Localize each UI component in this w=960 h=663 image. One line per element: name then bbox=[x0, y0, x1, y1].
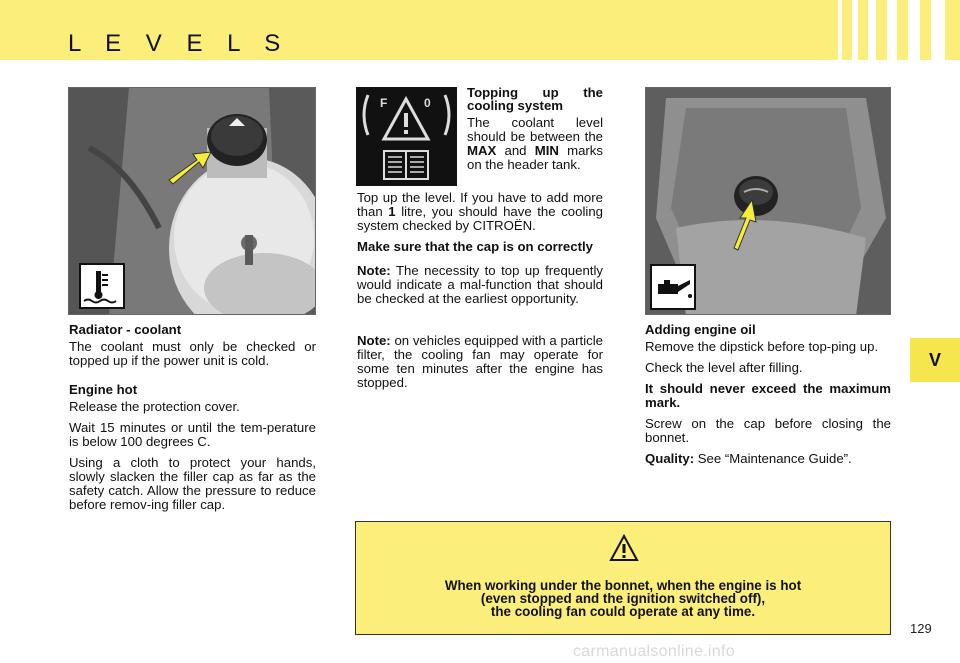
frequent-top-up-note bbox=[357, 264, 603, 306]
screw-cap-paragraph: Screw on the cap before closing the bonnet. bbox=[645, 416, 891, 445]
topping-up-heading: Topping up the cooling system bbox=[467, 85, 603, 113]
watermark: carmanualsonline.info bbox=[573, 643, 735, 660]
litre-value: 1 bbox=[388, 204, 396, 219]
engine-oil-photo bbox=[645, 87, 891, 315]
warning-text bbox=[356, 579, 890, 618]
quality-label: Quality: bbox=[645, 451, 695, 466]
cooling-fan-warning-box bbox=[355, 521, 891, 635]
warning-triangle-icon bbox=[609, 534, 639, 562]
particle-filter-note bbox=[357, 334, 603, 390]
engine-oil-column bbox=[645, 323, 891, 473]
note-text: on vehicles equipped with a particle filter, the cooling fan may operate for some ten minutes after the engine has stopped. bbox=[357, 333, 603, 390]
header-stripe bbox=[852, 0, 858, 60]
dipstick-paragraph: Remove the dipstick before top-ping up. bbox=[645, 339, 879, 354]
check-level-paragraph: Check the level after filling. bbox=[645, 360, 803, 375]
note-label: Note: bbox=[357, 263, 391, 278]
warning-manual-icon-box bbox=[356, 87, 457, 186]
section-tab[interactable]: V bbox=[910, 338, 960, 382]
warning-triangle-icon bbox=[364, 95, 449, 139]
header-stripe bbox=[838, 0, 842, 60]
engine-cover-image bbox=[646, 88, 891, 315]
header-stripe bbox=[868, 0, 876, 60]
top-up-text-2: litre, you should have the cooling system checked by CITROËN. bbox=[357, 204, 603, 233]
coolant-level-text-1: The coolant level should be between the bbox=[467, 115, 603, 144]
topping-up-body bbox=[357, 191, 603, 397]
warning-line: (even stopped and the ignition switched off), bbox=[480, 591, 766, 606]
coolant-temperature-icon bbox=[79, 263, 125, 309]
max-mark-warning: It should never exceed the maximum mark. bbox=[645, 381, 891, 410]
top-up-paragraph bbox=[357, 191, 603, 233]
warning-line: When working under the bonnet, when the engine is hot bbox=[444, 578, 802, 593]
note-text: The necessity to top up frequently would indicate a mal-function that should be checked at the earliest opportunity. bbox=[357, 263, 603, 306]
radiator-coolant-heading: Radiator - coolant bbox=[69, 322, 182, 337]
max-mark: MAX bbox=[467, 143, 497, 158]
header-stripe bbox=[908, 0, 920, 60]
filler-cap-paragraph: Using a cloth to protect your hands, slowly slacken the filler cap as far as the safety catch. Allow the pressure to reduce before remov-ing filler cap. bbox=[69, 455, 316, 512]
warning-line: the cooling fan could operate at any time. bbox=[490, 604, 756, 619]
header-stripe bbox=[931, 0, 945, 60]
wait-paragraph: Wait 15 minutes or until the tem-perature is below 100 degrees C. bbox=[69, 420, 316, 449]
engine-hot-heading: Engine hot bbox=[69, 382, 138, 397]
page-title: L E V E L S bbox=[68, 30, 290, 57]
svg-text:0: 0 bbox=[424, 96, 431, 110]
release-cover-paragraph: Release the protection cover. bbox=[69, 399, 240, 414]
cap-correctly-note: Make sure that the cap is on correctly bbox=[357, 239, 593, 254]
coolant-reservoir-photo bbox=[68, 87, 316, 315]
topping-up-intro bbox=[467, 86, 603, 172]
coolant-level-text-3: marks on the header tank. bbox=[467, 143, 603, 172]
coolant-level-text-2: and bbox=[504, 143, 527, 158]
svg-text:F: F bbox=[380, 96, 388, 110]
coolant-level-paragraph bbox=[467, 116, 603, 172]
page-number: 129 bbox=[910, 621, 932, 636]
note-label: Note: bbox=[357, 333, 391, 348]
coolant-cold-paragraph: The coolant must only be checked or topped up if the power unit is cold. bbox=[69, 339, 316, 368]
oil-can-icon bbox=[650, 264, 696, 310]
quality-text: See “Maintenance Guide”. bbox=[697, 451, 852, 466]
min-mark: MIN bbox=[534, 143, 559, 158]
radiator-coolant-column bbox=[69, 323, 316, 519]
header-stripe bbox=[887, 0, 897, 60]
manual-book-icon bbox=[384, 151, 428, 179]
quality-paragraph bbox=[645, 452, 891, 466]
top-up-text-1: Top up the level. If you have to add more than bbox=[357, 190, 603, 219]
adding-oil-heading: Adding engine oil bbox=[645, 322, 756, 337]
coolant-reservoir-image bbox=[69, 88, 316, 315]
